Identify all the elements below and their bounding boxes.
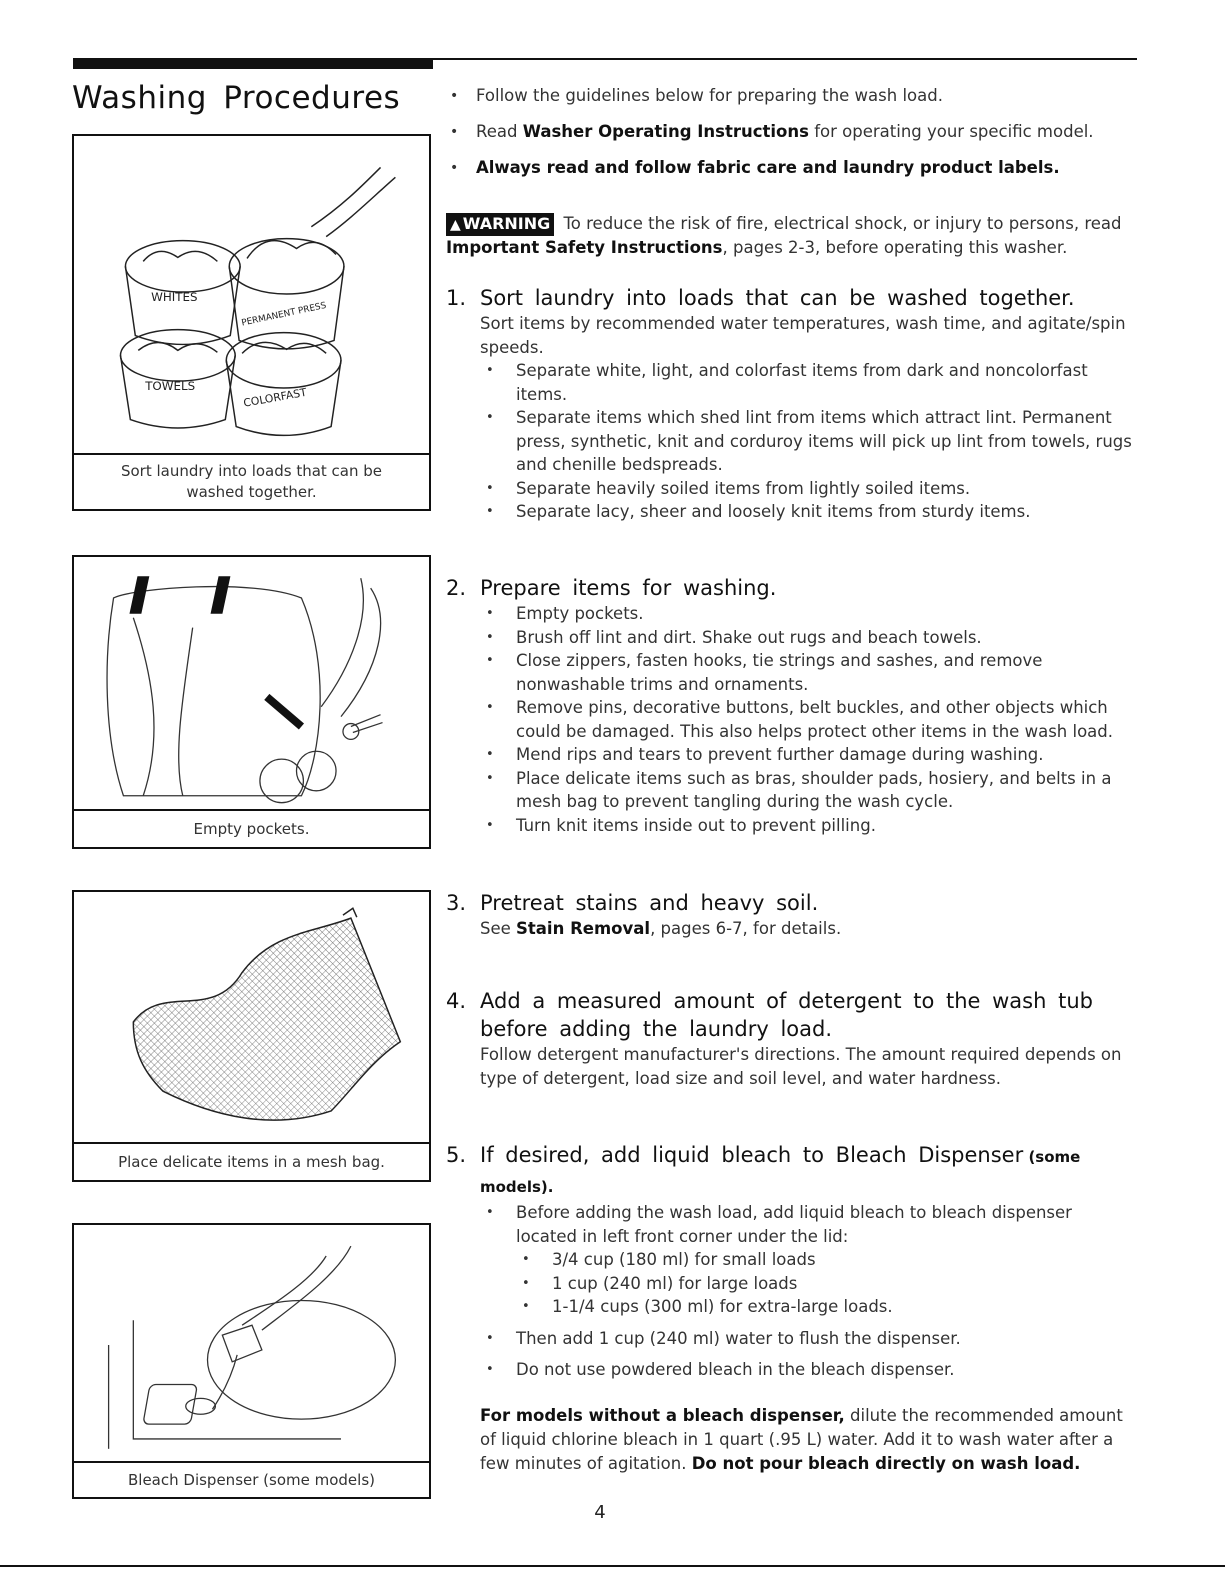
figure-bleach-dispenser bbox=[72, 1223, 431, 1499]
mesh-bag-illustration bbox=[74, 892, 429, 1144]
step-text: Sort items by recommended water temperatures, wash time, and agitate/spin speeds. bbox=[480, 314, 1126, 357]
list-item: • Separate lacy, sheer and loosely knit items from sturdy items. bbox=[480, 500, 1138, 524]
warning-block: ▲ WARNING To reduce the risk of fire, electrical shock, or injury to persons, read Important Safety Instructions, pages 2-3, before operating this washer. bbox=[446, 214, 1122, 257]
intro-item: • Always read and follow fabric care and laundry product labels. bbox=[446, 156, 1136, 180]
figure-caption: Empty pockets. bbox=[74, 809, 429, 847]
list-item: • 1 cup (240 ml) for large loads bbox=[516, 1272, 1138, 1296]
list-item: • Separate white, light, and colorfast items from dark and noncolorfast items. bbox=[480, 359, 1138, 406]
list-item: • Then add 1 cup (240 ml) water to flush the dispenser. bbox=[480, 1327, 1138, 1351]
step-heading: 5. If desired, add liquid bleach to Bleach Dispenser (some models). bbox=[446, 1143, 1081, 1196]
figure-sort-laundry bbox=[72, 134, 431, 511]
list-item: • Close zippers, fasten hooks, tie strings and sashes, and remove nonwashable trims and ornaments. bbox=[480, 649, 1138, 696]
step-bullets bbox=[480, 1201, 1138, 1382]
step-2 bbox=[446, 574, 1138, 837]
step-heading: 1. Sort laundry into loads that can be washed together. bbox=[446, 286, 1075, 310]
list-item: • Empty pockets. bbox=[480, 602, 1138, 626]
warning-triangle-icon: ▲ bbox=[450, 217, 461, 233]
list-item: • 1-1/4 cups (300 ml) for extra-large loads. bbox=[516, 1295, 1138, 1319]
manual-reference: Washer Operating Instructions bbox=[522, 122, 809, 141]
step-heading: 2. Prepare items for washing. bbox=[446, 576, 777, 600]
figure-caption: Place delicate items in a mesh bag. bbox=[74, 1142, 429, 1180]
basket-label-colorfast: COLORFAST bbox=[242, 385, 308, 410]
list-item: • 3/4 cup (180 ml) for small loads bbox=[516, 1248, 1138, 1272]
step-bullets bbox=[480, 602, 1138, 837]
step-text: Follow detergent manufacturer's directions. The amount required depends on type of detergent, load size and soil level, and water hardness. bbox=[480, 1045, 1122, 1088]
warning-badge: ▲ WARNING bbox=[446, 213, 554, 236]
list-item: • Separate items which shed lint from items which attract lint. Permanent press, synthetic, knit and corduroy items will pick up lint from towels, rugs and chenille bedspreads. bbox=[480, 406, 1138, 477]
safety-instructions-reference: Important Safety Instructions bbox=[446, 238, 723, 257]
stain-removal-reference: Stain Removal bbox=[516, 919, 651, 938]
list-item: • Remove pins, decorative buttons, belt buckles, and other objects which could be damaged. This also helps protect other items in the wash load. bbox=[480, 696, 1138, 743]
basket-label-whites: WHITES bbox=[151, 289, 198, 304]
intro-item: • Follow the guidelines below for preparing the wash load. bbox=[446, 84, 1136, 108]
empty-pockets-illustration bbox=[74, 557, 429, 813]
list-item: • Place delicate items such as bras, shoulder pads, hosiery, and belts in a mesh bag to prevent tangling during the wash cycle. bbox=[480, 767, 1138, 814]
figure-empty-pockets bbox=[72, 555, 431, 849]
figure-mesh-bag bbox=[72, 890, 431, 1182]
basket-label-towels: TOWELS bbox=[145, 378, 196, 393]
step-bullets bbox=[480, 359, 1138, 524]
figure-caption: Sort laundry into loads that can be washed together. bbox=[74, 453, 429, 509]
figure-caption: Bleach Dispenser (some models) bbox=[74, 1461, 429, 1497]
intro-list bbox=[446, 84, 1136, 192]
step-1 bbox=[446, 284, 1138, 524]
step-3 bbox=[446, 889, 1138, 941]
list-item: • Brush off lint and dirt. Shake out rugs and beach towels. bbox=[480, 626, 1138, 650]
list-item: • Separate heavily soiled items from lightly soiled items. bbox=[480, 477, 1138, 501]
bleach-dispenser-illustration bbox=[74, 1225, 429, 1463]
list-item: • Do not use powdered bleach in the bleach dispenser. bbox=[480, 1358, 1138, 1382]
header-rule-thin bbox=[433, 58, 1137, 60]
list-item: • Turn knit items inside out to prevent pilling. bbox=[480, 814, 1138, 838]
bleach-amounts-list bbox=[516, 1248, 1138, 1319]
header-rule-thick bbox=[73, 58, 433, 69]
page-number: 4 bbox=[594, 1502, 606, 1523]
step-4 bbox=[446, 987, 1138, 1090]
list-item: • Before adding the wash load, add liquid bleach to bleach dispenser located in left front corner under the lid: • 3/4 cup (180 ml) for small loads • 1 cup (240 ml) for large loads • 1-1/4 cups (300 ml) for extra-large loads. bbox=[480, 1201, 1138, 1319]
step-heading: 4. Add a measured amount of detergent to the wash tub before adding the laundry load. bbox=[446, 989, 1093, 1041]
footer-rule bbox=[0, 1565, 1225, 1567]
step-heading: 3. Pretreat stains and heavy soil. bbox=[446, 891, 819, 915]
step-5 bbox=[446, 1141, 1138, 1476]
bleach-dispenser-reference: Bleach Dispenser bbox=[835, 1143, 1024, 1167]
laundry-baskets-illustration bbox=[74, 136, 429, 454]
step-text: See Stain Removal, pages 6-7, for details. bbox=[480, 919, 842, 938]
list-item: • Mend rips and tears to prevent further damage during washing. bbox=[480, 743, 1138, 767]
basket-label-permanent-press: PERMANENT PRESS bbox=[240, 300, 328, 329]
page-title: Washing Procedures bbox=[72, 80, 401, 116]
no-dispenser-note: For models without a bleach dispenser, dilute the recommended amount of liquid chlorine bleach in 1 quart (.95 L) water. Add it to wash water after a few minutes of agitation. Do not pour bleach directly on wash load. bbox=[480, 1405, 1123, 1473]
intro-item: • Read Washer Operating Instructions for operating your specific model. bbox=[446, 120, 1136, 144]
